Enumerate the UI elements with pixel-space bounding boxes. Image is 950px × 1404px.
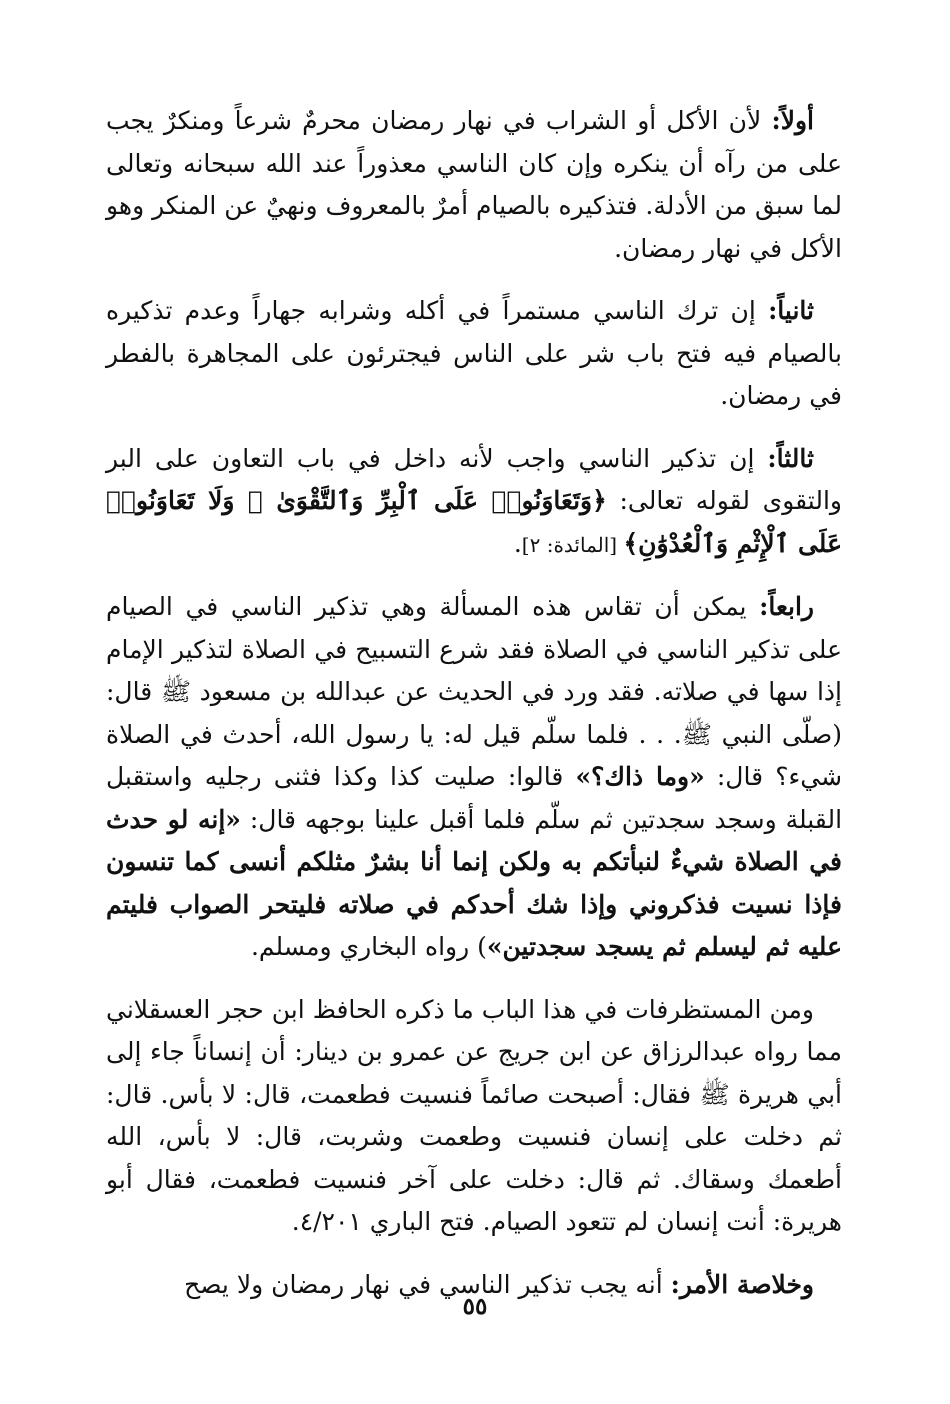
paragraph-lead: ثالثاً:	[767, 443, 814, 473]
page-number: ٥٥	[462, 1293, 488, 1320]
paragraph-lead: أولاً:	[771, 106, 814, 135]
paragraph-second	[106, 290, 842, 418]
hadith-quote: «إنه لو حدث في الصلاة شيءٌ لنبأتكم به ولكن إنما أنا بشرٌ مثلكم أنسى كما تنسون فإذا نسيت فذكروني وإذا شك أحدكم في صلاته فليتحر الصواب فليتم عليه ثم ليسلم ثم يسجد سجدتين»	[106, 804, 842, 961]
quran-verse: ﴿وَتَعَاوَنُوا۟ عَلَى ٱلْبِرِّ وَٱلتَّقْوَىٰ ۖ وَلَا تَعَاوَنُوا۟ عَلَى ٱلْإِثْمِ وَٱلْعُدْوَٰنِ﴾	[106, 486, 842, 558]
paragraph-lead: وخلاصة الأمر:	[670, 1269, 814, 1299]
paragraph-text: يمكن أن تقاس هذه المسألة وهي تذكير الناسي في الصيام على تذكير الناسي في الصلاة فقد شرع التسبيح في الصلاة لتذكير الإمام إذا سها في صلاته. فقد ورد في الحديث عن عبدالله بن مسعود ﷺ قال: (صلّى النبي ﷺ. . . فلما سلّم قيل له: يا رسول الله، أحدث في الصلاة شيء؟ قال:	[106, 592, 843, 791]
paragraph-end: .	[513, 528, 522, 558]
paragraph-text: لأن الأكل أو الشراب في نهار رمضان محرمٌ شرعاً ومنكرٌ يجب على من رآه أن ينكره وإن كان الناسي معذوراً عند الله سبحانه وتعالى لما سبق من الأدلة. فتذكيره بالصيام أمرٌ بالمعروف ونهيٌ عن المنكر وهو الأكل في نهار رمضان.	[106, 106, 842, 263]
paragraph-lead: رابعاً:	[759, 592, 814, 621]
paragraph-third	[106, 438, 842, 567]
paragraph-text: ومن المستظرفات في هذا الباب ما ذكره الحافظ ابن حجر العسقلاني مما رواه عبدالرزاق عن ابن جريج عن عمرو بن دينار: أن إنساناً جاء إلى أبي هريرة ﷺ فقال: أصبحت صائماً فنسيت فطعمت، قال: لا بأس. قال: ثم دخلت على إنسان فنسيت وطعمت وشربت، قال: لا بأس، الله أطعمك وسقاك. ثم قال: دخلت على آخر فنسيت فطعمت، فقال أبو هريرة: أنت إنسان لم تتعود الصيام. فتح الباري ٤/٢٠١.	[106, 994, 842, 1236]
paragraph-text: إن تذكير الناسي واجب لأنه داخل في باب التعاون على البر والتقوى لقوله تعالى:	[106, 443, 842, 515]
paragraph-text: ) رواه البخاري ومسلم.	[250, 932, 487, 961]
verse-reference: [المائدة: ٢]	[521, 532, 624, 557]
paragraph-lead: ثانياً:	[768, 296, 814, 325]
paragraph-fourth	[106, 586, 842, 969]
paragraph-text: إن ترك الناسي مستمراً في أكله وشرابه جهاراً وعدم تذكيره بالصيام فيه فتح باب شر على الناس فيجترئون على المجاهرة بالفطر في رمضان.	[106, 296, 842, 410]
page-body	[106, 100, 842, 1326]
hadith-quote: «وما ذاك؟»	[575, 762, 705, 791]
paragraph-first	[106, 100, 842, 270]
paragraph-text: أنه يجب تذكير الناسي في نهار رمضان ولا يصح	[184, 1269, 671, 1299]
paragraph-fifth	[106, 989, 842, 1244]
paragraph-text: قالوا: صليت كذا وكذا فثنى رجليه واستقبل القبلة وسجد سجدتين ثم سلّم فلما أقبل علينا بوجهه قال:	[106, 762, 843, 834]
